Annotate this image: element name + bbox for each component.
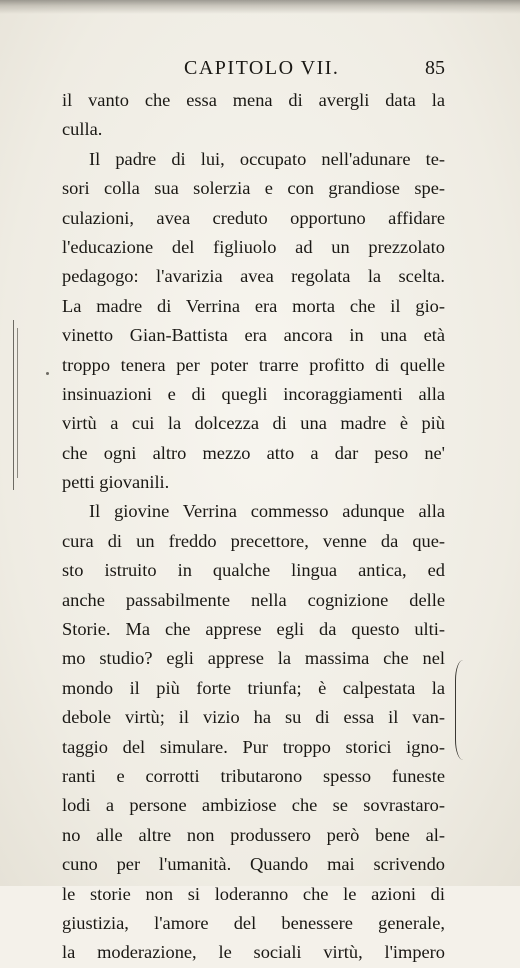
text-line: La madre di Verrina era morta che il gio- — [62, 295, 445, 316]
margin-rule-mark — [13, 320, 17, 490]
text-line: le storie non si loderanno che le azioni di — [62, 883, 445, 904]
text-line: mo studio? egli apprese la massima che nel — [62, 648, 445, 669]
page-number: 85 — [425, 57, 445, 79]
text-line: no alle altre non produssero però bene al- — [62, 824, 445, 845]
text-line: pedagogo: l'avarizia avea regolata la scelta. — [62, 266, 445, 287]
text-line: culla. — [62, 119, 103, 140]
text-line: cuno per l'umanità. Quando mai scrivendo — [62, 854, 445, 875]
text-line: giustizia, l'amore del benessere generale, — [62, 912, 445, 933]
text-line: Il giovine Verrina commesso adunque alla — [89, 501, 445, 522]
text-line: la moderazione, le sociali virtù, l'impero — [62, 942, 445, 963]
text-line: Storie. Ma che apprese egli da questo ulti- — [62, 619, 445, 640]
text-line: cura di un freddo precettore, venne da que- — [62, 530, 445, 551]
margin-bracket-mark — [455, 660, 466, 760]
text-line: debole virtù; il vizio ha su di essa il van- — [62, 707, 445, 728]
margin-dot-mark — [46, 372, 49, 375]
body-text — [62, 86, 445, 968]
text-line: il vanto che essa mena di avergli data la — [62, 90, 445, 110]
text-line: petti giovanili. — [62, 472, 170, 493]
text-line: anche passabilmente nella cognizione delle — [62, 589, 445, 610]
text-line: culazioni, avea creduto opportuno affidare — [62, 207, 445, 228]
text-line: troppo tenera per poter trarre profitto di quelle — [62, 354, 445, 375]
text-line: mondo il più forte triunfa; è calpestata la — [62, 677, 445, 698]
page-top-edge — [0, 0, 520, 14]
text-line: ranti e corrotti tributarono spesso funeste — [62, 765, 445, 786]
margin-rule-line — [17, 328, 18, 478]
text-line: che ogni altro mezzo atto a dar peso ne' — [62, 442, 445, 463]
text-line: sori colla sua solerzia e con grandiose spe- — [62, 178, 445, 199]
running-head — [60, 57, 445, 87]
text-line: insinuazioni e di quegli incoraggiamenti alla — [62, 383, 445, 404]
text-line: Il padre di lui, occupato nell'adunare te- — [89, 148, 445, 169]
text-line: lodi a persone ambiziose che se sovrastaro- — [62, 795, 445, 816]
chapter-title: CAPITOLO VII. — [184, 57, 340, 79]
text-line: vinetto Gian-Battista era ancora in una età — [62, 325, 445, 346]
text-line: sto istruito in qualche lingua antica, ed — [62, 560, 445, 581]
text-line: taggio del simulare. Pur troppo storici igno- — [62, 736, 445, 757]
margin-rule-line — [13, 320, 14, 490]
text-line: virtù a cui la dolcezza di una madre è più — [62, 413, 445, 434]
text-line: l'educazione del figliuolo ad un prezzolato — [62, 236, 445, 257]
